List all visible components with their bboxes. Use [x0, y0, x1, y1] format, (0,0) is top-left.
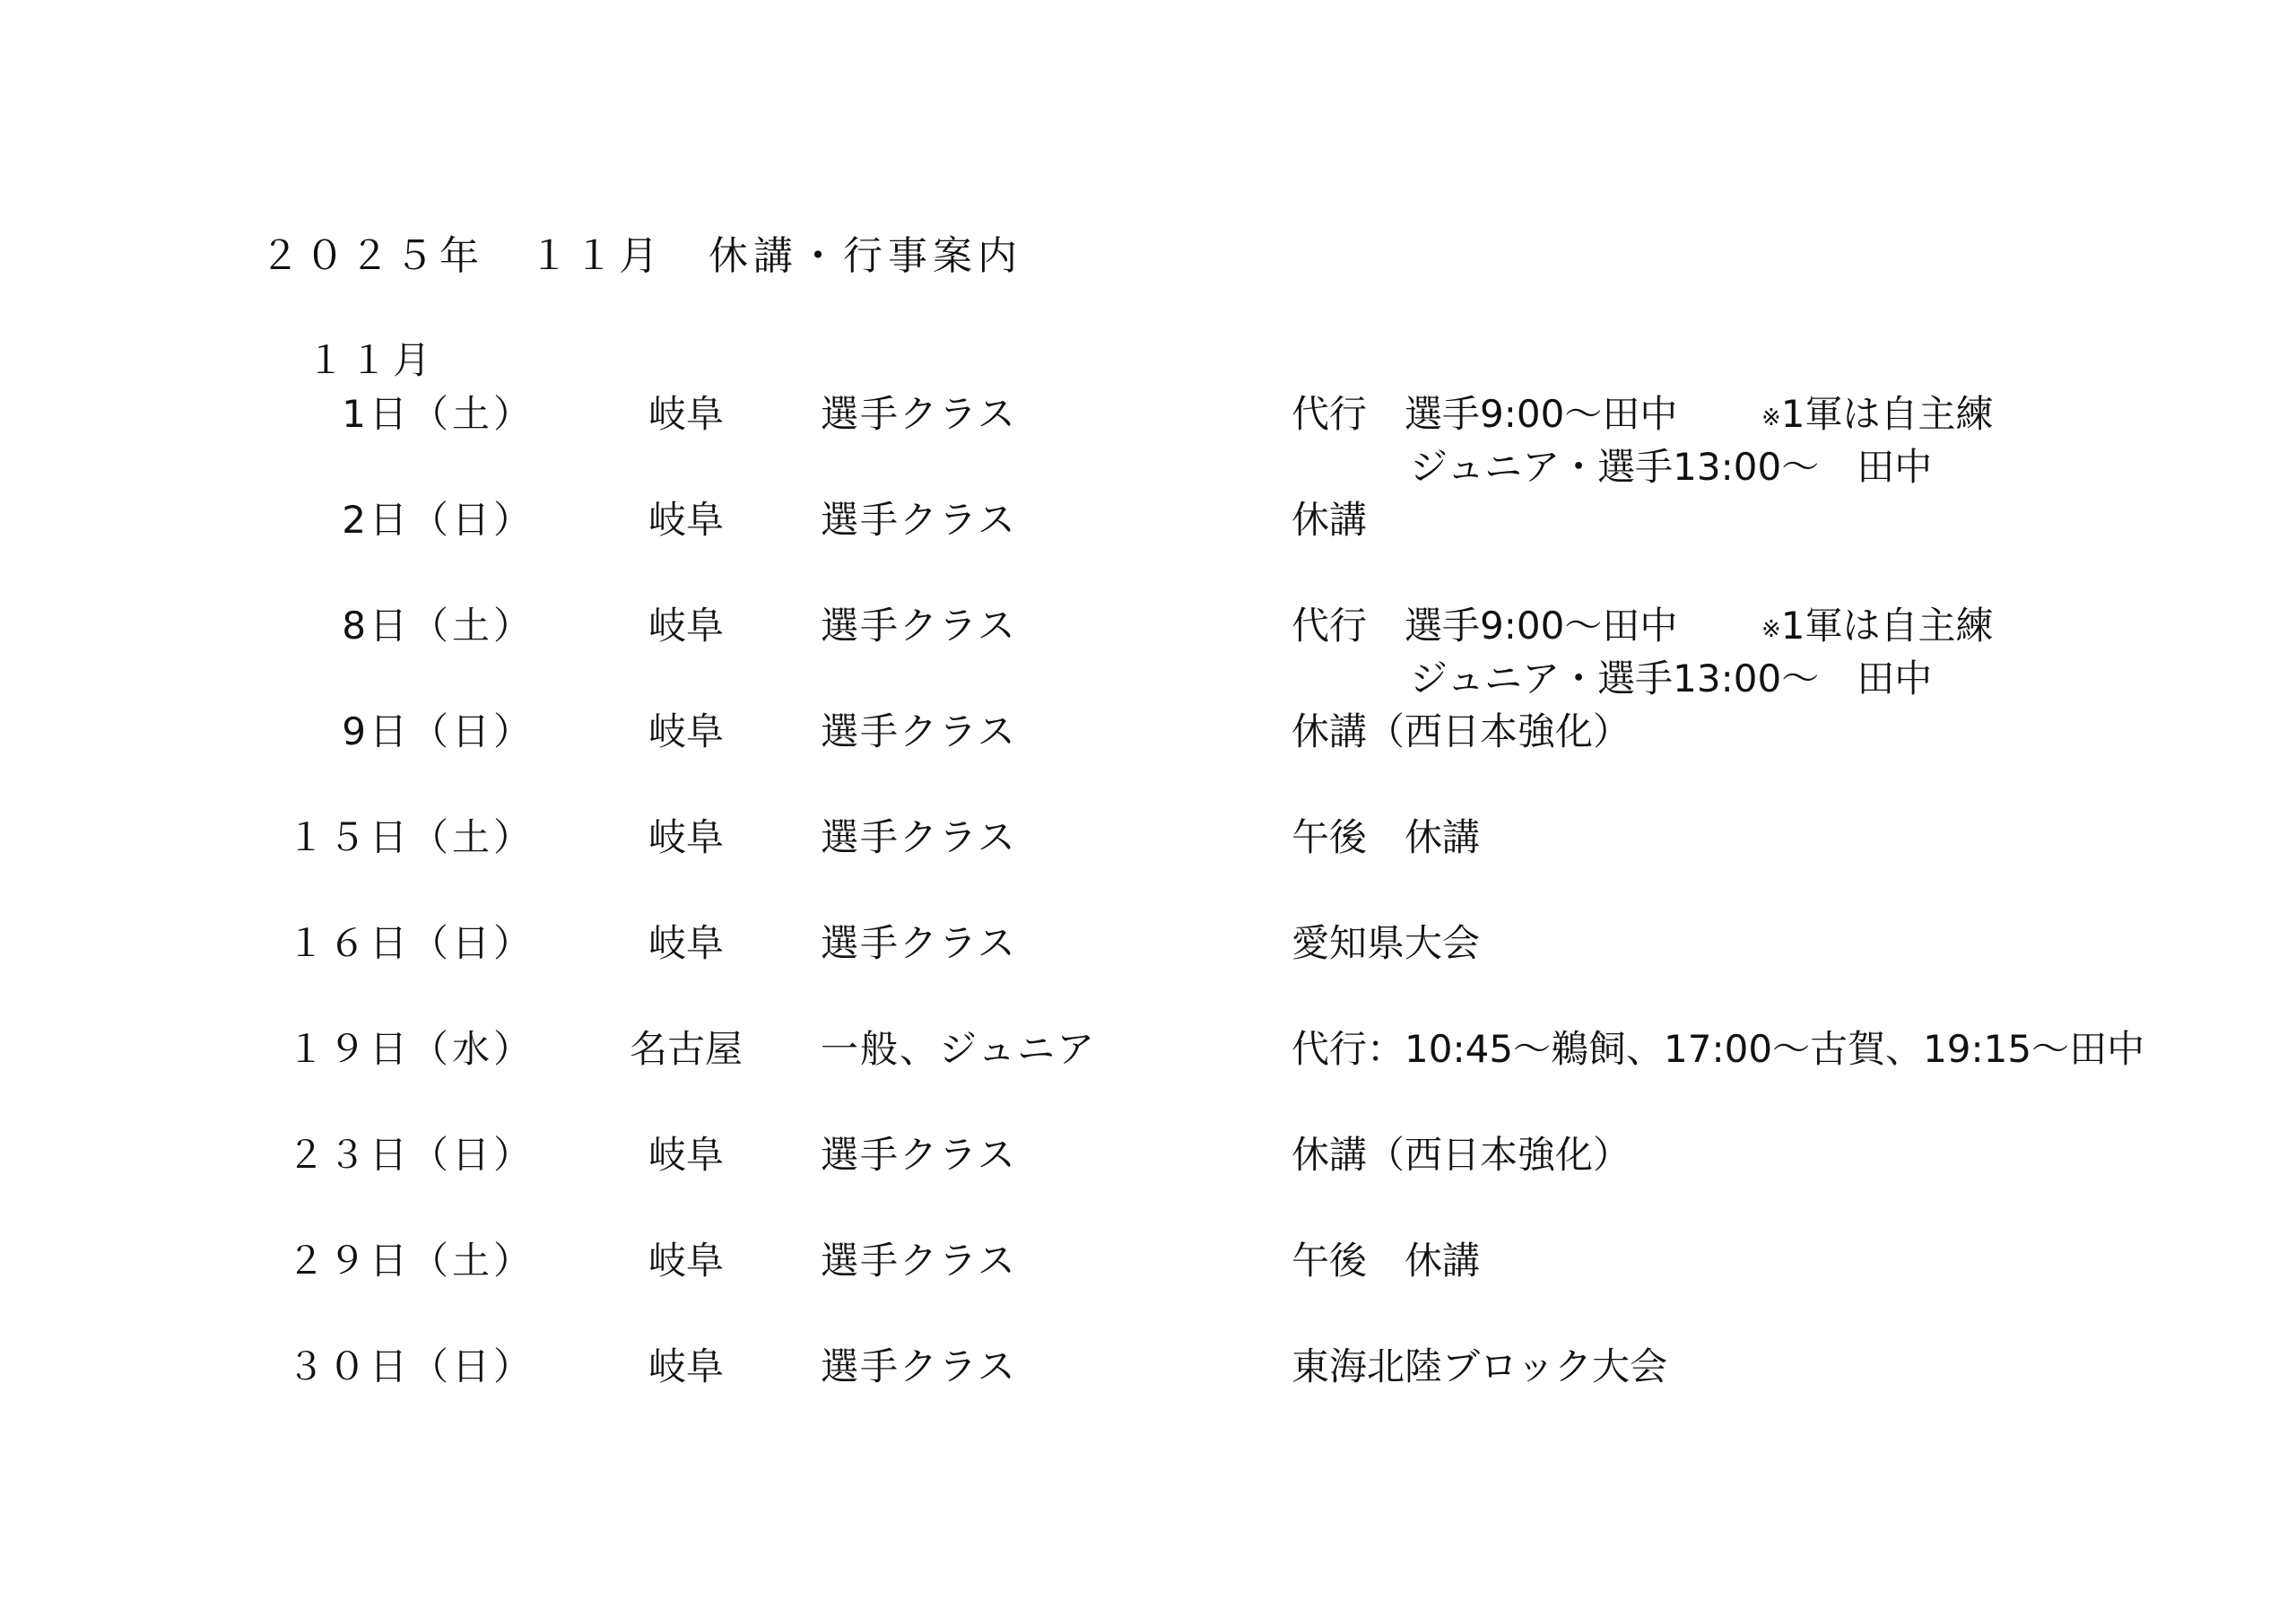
- row-class: 選手クラス: [821, 815, 1017, 859]
- schedule-row: [0, 1234, 2296, 1288]
- month-heading: １１月: [307, 338, 437, 382]
- schedule-row: [0, 811, 2296, 865]
- document-title: ２０２５年 １１月 休講・行事案内: [260, 233, 1022, 279]
- schedule-row: [0, 387, 2296, 489]
- row-date: １６日（日）: [286, 921, 535, 965]
- row-note: 代行 選手9:00〜田中: [1292, 604, 1678, 648]
- row-note-line2: ジュニア・選手13:00〜 田中: [1410, 657, 1933, 700]
- row-place: 岐阜: [648, 1344, 724, 1388]
- row-class: 一般、ジュニア: [821, 1027, 1097, 1071]
- schedule-row: [0, 1340, 2296, 1394]
- note-mark: ※: [1761, 404, 1781, 431]
- schedule-row: [0, 1128, 2296, 1182]
- row-class: 選手クラス: [821, 921, 1017, 965]
- row-class: 選手クラス: [821, 392, 1017, 436]
- row-class: 選手クラス: [821, 709, 1017, 753]
- row-tag: [1761, 599, 1994, 657]
- row-place: 岐阜: [648, 815, 724, 859]
- row-date: １５日（土）: [286, 815, 535, 859]
- row-class: 選手クラス: [821, 604, 1017, 648]
- row-place: 岐阜: [648, 498, 724, 542]
- note-mark: ※: [1761, 616, 1781, 643]
- schedule-row: [0, 1022, 2296, 1076]
- row-note: 休講（西日本強化）: [1292, 1133, 1631, 1177]
- row-class: 選手クラス: [821, 498, 1017, 542]
- row-place: 岐阜: [648, 1239, 724, 1283]
- row-date: 1日（土）: [342, 392, 535, 436]
- row-place: 岐阜: [648, 392, 724, 436]
- row-note-line2: ジュニア・選手13:00〜 田中: [1410, 445, 1933, 489]
- row-date: 8日（土）: [342, 604, 535, 648]
- row-place: 岐阜: [648, 604, 724, 648]
- row-date: ３０日（日）: [286, 1344, 535, 1388]
- tag-text: 1軍は自主練: [1780, 604, 1994, 648]
- row-class: 選手クラス: [821, 1239, 1017, 1283]
- row-class: 選手クラス: [821, 1344, 1017, 1388]
- row-place: 岐阜: [648, 709, 724, 753]
- row-date: 9日（日）: [342, 709, 535, 753]
- row-note: 代行 選手9:00〜田中: [1292, 392, 1678, 436]
- schedule-row: [0, 599, 2296, 700]
- row-tag: [1761, 387, 1994, 445]
- row-note: 午後 休講: [1292, 815, 1481, 859]
- row-class: 選手クラス: [821, 1133, 1017, 1177]
- row-place: 名古屋: [629, 1027, 743, 1071]
- row-date: １９日（水）: [286, 1027, 535, 1071]
- row-note: 愛知県大会: [1292, 921, 1481, 965]
- row-place: 岐阜: [648, 921, 724, 965]
- schedule-row: [0, 493, 2296, 547]
- row-date: ２３日（日）: [286, 1133, 535, 1177]
- tag-text: 1軍は自主練: [1780, 392, 1994, 436]
- row-date: 2日（日）: [342, 498, 535, 542]
- row-note: 休講: [1292, 498, 1368, 542]
- schedule-row: [0, 705, 2296, 759]
- row-place: 岐阜: [648, 1133, 724, 1177]
- row-note: 休講（西日本強化）: [1292, 709, 1631, 753]
- row-note: 代行：10:45〜鵜飼、17:00〜古賀、19:15〜田中: [1292, 1027, 2145, 1071]
- row-note: 東海北陸ブロック大会: [1292, 1344, 1668, 1388]
- row-date: ２９日（土）: [286, 1239, 535, 1283]
- schedule-row: [0, 917, 2296, 970]
- row-note: 午後 休講: [1292, 1239, 1481, 1283]
